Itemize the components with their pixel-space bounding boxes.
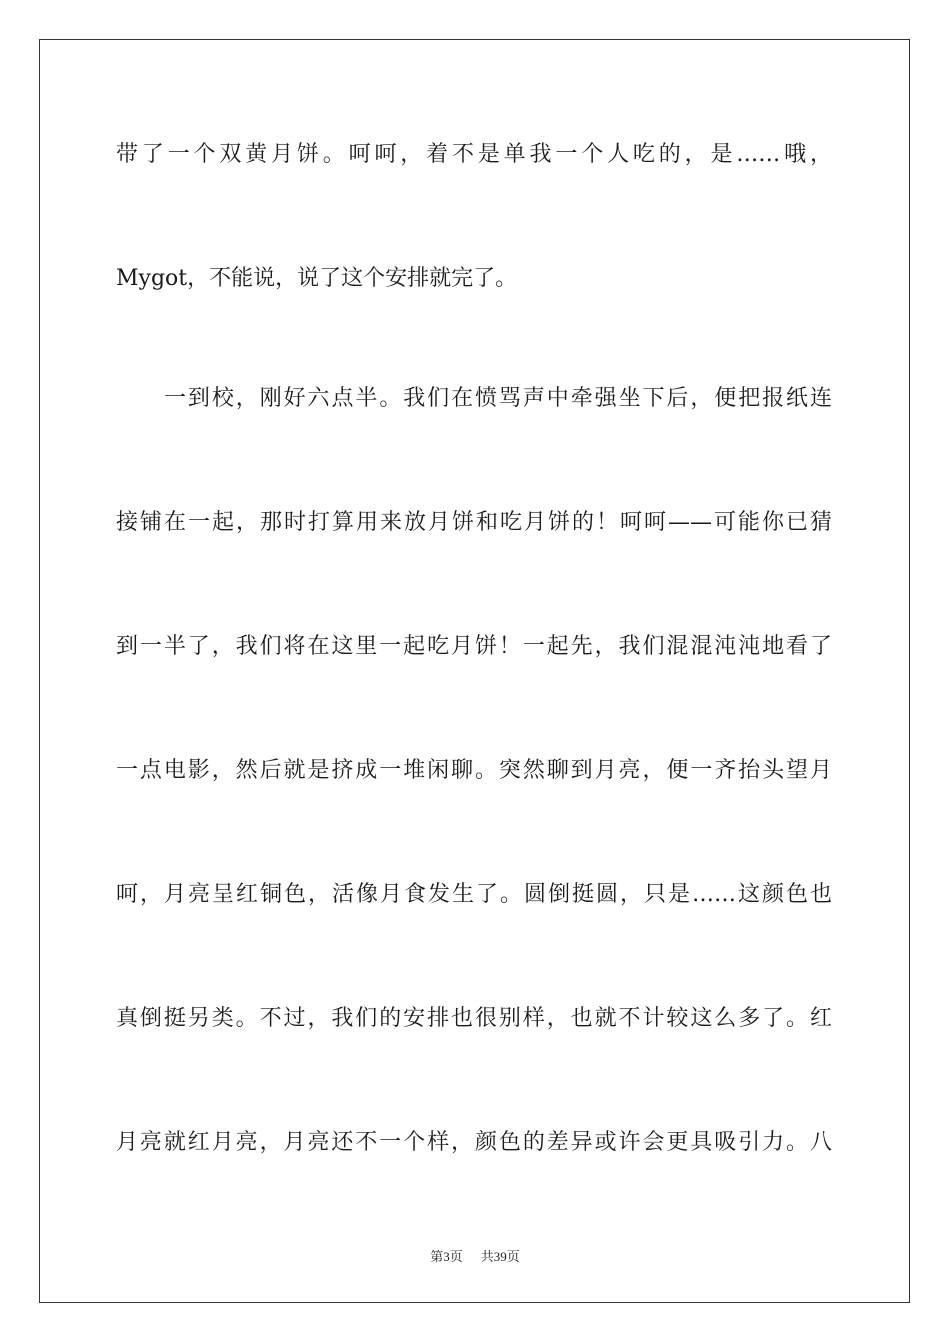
body-line-5: 到一半了，我们将在这里一起吃月饼！一起先，我们混混沌沌地看了: [116, 634, 832, 659]
body-line-6: 一点电影，然后就是挤成一堆闲聊。突然聊到月亮，便一齐抬头望月: [116, 758, 832, 783]
page-number: 第3页: [430, 1249, 463, 1264]
body-line-3: 一到校，刚好六点半。我们在愤骂声中牵强坐下后，便把报纸连: [164, 386, 832, 411]
body-line-8: 真倒挺另类。不过，我们的安排也很别样，也就不计较这么多了。红: [116, 1006, 832, 1031]
body-line-2: Mygot，不能说，说了这个安排就完了。: [116, 266, 518, 291]
body-line-4: 接铺在一起，那时打算用来放月饼和吃月饼的！呵呵——可能你已猜: [116, 510, 832, 535]
body-line-1: 带了一个双黄月饼。呵呵，着不是单我一个人吃的，是……哦，: [116, 142, 832, 167]
body-line-7: 呵，月亮呈红铜色，活像月食发生了。圆倒挺圆，只是……这颜色也: [116, 882, 832, 907]
total-pages: 共39页: [480, 1249, 520, 1264]
page-border: [39, 39, 910, 1303]
page-footer: [0, 1248, 950, 1266]
body-line-9: 月亮就红月亮，月亮还不一个样，颜色的差异或许会更具吸引力。八: [116, 1130, 832, 1155]
